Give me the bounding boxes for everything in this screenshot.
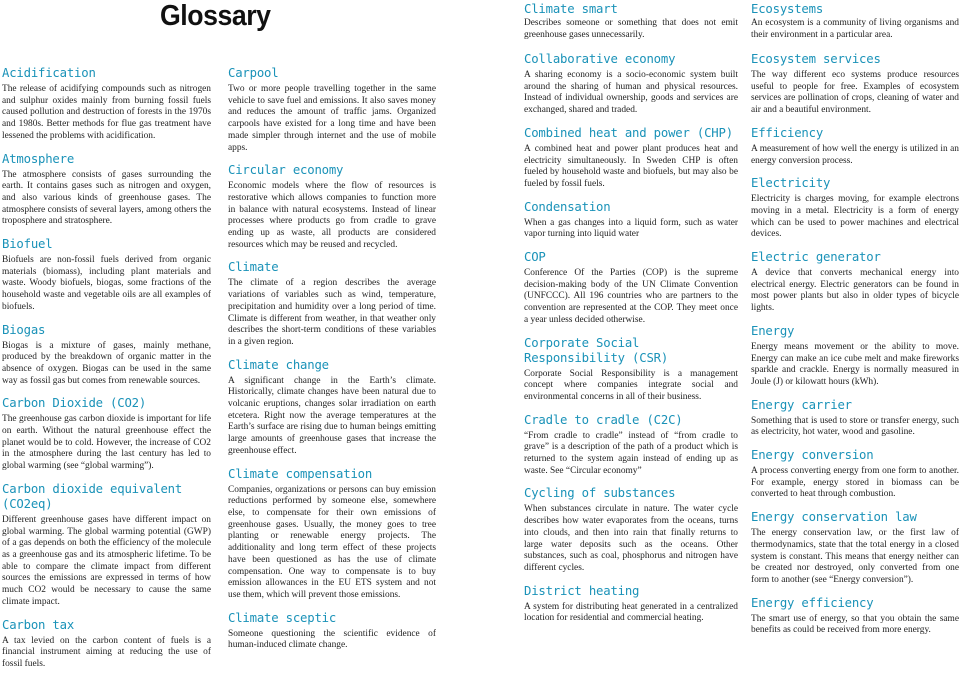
glossary-entry xyxy=(751,126,959,167)
glossary-definition: The release of acidifying compounds such as nitrogen and sulphur oxides mainly from burning fossil fuels caused pollution and destruction of forests in the 1970s and 1980s. Better methods for flue gas treatment have lessened the problems with acidification. xyxy=(2,84,211,141)
glossary-column-2 xyxy=(228,66,436,661)
glossary-term: Cycling of substances xyxy=(524,486,676,501)
glossary-entry xyxy=(228,611,436,652)
glossary-term: Biofuel xyxy=(2,237,53,252)
glossary-definition: The greenhouse gas carbon dioxide is important for life on earth. Without the natural greenhouse effect the planet would be to cold. However, the increase of CO2 in the atmosphere during the last century has led to global warming (see “global warming”). xyxy=(2,414,211,472)
glossary-term: Ecosystems xyxy=(751,2,824,16)
glossary-definition: A tax levied on the carbon content of fuels is a financial instrument aiming at reducing the use of fossil fuels. xyxy=(2,635,211,669)
glossary-definition: “From cradle to cradle” instead of “from cradle to grave” is a description of the path of a product which is returned to the system again instead of ending up as waste. See “Circular economy” xyxy=(524,430,738,476)
glossary-entry xyxy=(524,336,738,404)
glossary-definition: Someone questioning the scientific evidence of human-induced climate change. xyxy=(228,628,436,651)
glossary-term: Carbon tax xyxy=(2,617,75,632)
glossary-definition: A measurement of how well the energy is utilized in an energy conversion process. xyxy=(751,143,959,166)
glossary-term: Climate smart xyxy=(524,2,618,16)
glossary-definition: The way different eco systems produce resources useful to people for free. Examples of ecosystem services are pollination of crops, cleaning of water and air and a beautiful environment. xyxy=(751,70,959,116)
glossary-entry xyxy=(524,584,738,625)
glossary-term: Acidification xyxy=(2,66,96,80)
glossary-term: Atmosphere xyxy=(2,151,75,166)
glossary-definition: The smart use of energy, so that you obtain the same benefits as could be received from more energy. xyxy=(751,613,959,636)
glossary-entry xyxy=(751,176,959,241)
glossary-term: Carbon dioxide equivalent (CO2eq) xyxy=(2,481,183,511)
glossary-definition: Corporate Social Responsibility is a management concept where companies integrate social and environmental concerns in all of their business. xyxy=(524,368,738,402)
glossary-term: Corporate Social Responsibility (CSR) xyxy=(524,335,669,365)
glossary-entry xyxy=(751,2,959,41)
glossary-term: District heating xyxy=(524,583,640,598)
glossary-term: Efficiency xyxy=(751,125,824,140)
glossary-term: Cradle to cradle (C2C) xyxy=(524,412,683,427)
glossary-definition: Biofuels are non-fossil fuels derived from organic materials (biomass), including plant materials and waste. Woody biofuels, biogas, some fractions of the household waste and vegetable oils are all examples of biofuels. xyxy=(2,255,211,312)
glossary-definition: Describes someone or something that does not emit greenhouse gases unnecessarily. xyxy=(524,18,738,40)
glossary-definition: Energy means movement or the ability to move. Energy can make an ice cube melt and make fireworks sparkle and crackle. Energy is normally measured in Joule (J) or kilowatt hours (kWh). xyxy=(751,341,959,387)
glossary-column-1 xyxy=(2,66,211,680)
glossary-term: Climate change xyxy=(228,357,329,372)
glossary-column-4 xyxy=(751,52,959,646)
glossary-entry xyxy=(751,448,959,501)
glossary-term: Circular economy xyxy=(228,163,344,178)
glossary-term: Collaborative economy xyxy=(524,52,676,66)
glossary-entry xyxy=(2,323,211,388)
glossary-term: COP xyxy=(524,250,546,265)
glossary-entry xyxy=(2,237,211,314)
glossary-definition: A significant change in the Earth’s climate. Historically, climate changes have been natural due to volcanic eruptions, changes solar irradiation on earth etcetera. Right now the average temperatures at the Earth’s surface are rising due to human beings emitting large amounts of greenhouse gases that increase the greenhouse effect. xyxy=(228,375,436,456)
glossary-definition: Two or more people travelling together in the same vehicle to save fuel and emissions. It also saves money and reduces the amount of traffic jams. Organized carpools have existed for a long time and have been made simpler through internet and the use of mobile apps. xyxy=(228,84,436,153)
glossary-entry xyxy=(524,2,738,41)
glossary-entry xyxy=(228,66,436,154)
glossary-term: Climate compensation xyxy=(228,466,373,481)
glossary-term: Energy conversion xyxy=(751,448,874,463)
glossary-definition: Something that is used to store or transfer energy, such as electricity, hot water, wood and gasoline. xyxy=(751,415,959,438)
glossary-entry xyxy=(2,482,211,609)
glossary-definition: Biogas is a mixture of gases, mainly methane, produced by the breakdown of organic matter in the absence of oxygen. Biogas can be used in the same way as fossil gas but comes from renewable sources. xyxy=(2,340,211,386)
glossary-definition: When substances circulate in nature. The water cycle describes how water evaporates from the oceans, turns into clouds, and then into rain that finally returns to large water deposits such as the oceans. Other substances, such as coal, phosphorus and nitrogen have different cycles. xyxy=(524,504,738,573)
glossary-entry xyxy=(228,358,436,458)
glossary-term: Ecosystem services xyxy=(751,52,881,66)
glossary-entry xyxy=(751,398,959,439)
glossary-term: Energy efficiency xyxy=(751,595,874,610)
glossary-entry xyxy=(228,260,436,348)
glossary-entry xyxy=(2,618,211,671)
glossary-entry xyxy=(751,250,959,315)
glossary-entry xyxy=(228,163,436,251)
glossary-term: Carpool xyxy=(228,66,279,80)
glossary-term: Energy conservation law xyxy=(751,510,917,525)
glossary-definition: When a gas changes into a liquid form, such as water vapor turning into liquid water xyxy=(524,217,738,240)
glossary-entry xyxy=(524,126,738,191)
glossary-definition: An ecosystem is a community of living organisms and their environment in a particular area. xyxy=(751,18,959,40)
glossary-entry xyxy=(2,152,211,229)
glossary-entry xyxy=(524,486,738,574)
glossary-definition: Companies, organizations or persons can buy emission reductions performed by someone else, somewhere else, to compensate for their own emissions of greenhouse gases. Usually, the money goes to tree planting or renewable energy projects. The additionality and long term effect of these projects have been questioned as has the use of climate compensation. One way to compensate is to buy emission allowances in the EU ETS system and not use them, which will prevent those emissions. xyxy=(228,484,436,600)
glossary-entry xyxy=(751,596,959,637)
glossary-definition: A device that converts mechanical energy into electrical energy. Electric generators can be found in most power plants but also in older types of bicycle lights. xyxy=(751,268,959,314)
glossary-definition: A process converting energy from one form to another. For example, energy stored in biomass can be converted to heat through combustion. xyxy=(751,466,959,500)
glossary-term: Biogas xyxy=(2,322,46,337)
glossary-definition: Conference Of the Parties (COP) is the supreme decision-making body of the UN Climate Convention (UNFCCC). All 196 countries who are partners to the convention are represented at the COP. They meet once a year unless decided otherwise. xyxy=(524,268,738,325)
glossary-entry xyxy=(2,66,211,143)
glossary-definition: A sharing economy is a socio-economic system built around the sharing of human and physical resources. Instead of individual ownership, goods and services are exchanged, shared and traded. xyxy=(524,70,738,116)
glossary-column-3 xyxy=(524,52,738,634)
glossary-entry xyxy=(524,250,738,327)
glossary-term: Carbon Dioxide (CO2) xyxy=(2,396,147,411)
glossary-definition: Electricity is charges moving, for example electrons moving in a metal. Electricity is a form of energy which can be used to power machines and electrical devices. xyxy=(751,194,959,240)
glossary-entry xyxy=(524,52,738,117)
glossary-term: Climate sceptic xyxy=(228,610,337,625)
page-title: Glossary xyxy=(160,0,271,32)
glossary-entry xyxy=(751,52,959,117)
glossary-definition: The atmosphere consists of gases surrounding the earth. It contains gases such as nitrogen and oxygen, and also various kinds of greenhouse gases. The atmosphere consists of several layers, among others the troposphere and stratosphere. xyxy=(2,169,211,227)
glossary-entry xyxy=(524,200,738,241)
glossary-term: Energy carrier xyxy=(751,397,852,412)
glossary-entry xyxy=(2,396,211,473)
glossary-term: Electricity xyxy=(751,176,831,191)
glossary-term: Climate xyxy=(228,260,279,275)
glossary-definition: A combined heat and power plant produces heat and electricity simultaneously. In Sweden CHP is often fueled by household waste and biofuels, but may also be fueled by fossil fuels. xyxy=(524,143,738,189)
glossary-term: Energy xyxy=(751,323,795,338)
glossary-definition: Different greenhouse gases have different impact on global warming. The global warming potential (GWP) of a gas depends on both the efficiency of the molecule as a greenhouse gas and its atmospheric lifetime. To be able to compare the climate impact from different sources the emissions are expressed in terms of how much CO2 would be necessary to cause the same climate impact. xyxy=(2,514,211,607)
glossary-term: Condensation xyxy=(524,199,611,214)
glossary-definition: The energy conservation law, or the first law of thermodynamics, state that the total energy in a closed system is constant. This means that energy neither can be created nor destroyed, only converted from one form to another (see “Energy conversion”). xyxy=(751,528,959,585)
glossary-entry xyxy=(228,467,436,602)
glossary-term: Combined heat and power (CHP) xyxy=(524,125,733,140)
glossary-entry xyxy=(751,510,959,587)
glossary-term: Electric generator xyxy=(751,250,881,265)
glossary-definition: A system for distributing heat generated in a centralized location for residential and commercial heating. xyxy=(524,601,738,624)
glossary-definition: The climate of a region describes the average variations of variables such as wind, temperature, precipitation and humidity over a long period of time. Climate is different from weather, in that weather only describes the short-term conditions of these variables in a given region. xyxy=(228,278,436,347)
glossary-definition: Economic models where the flow of resources is restorative which allows companies to function more in balance with natural ecosystems. Instead of linear processes where products go from cradle to grave ending up as waste, all products are considered resources which may be reused and recycled. xyxy=(228,181,436,250)
glossary-entry xyxy=(751,324,959,389)
glossary-entry xyxy=(524,413,738,478)
